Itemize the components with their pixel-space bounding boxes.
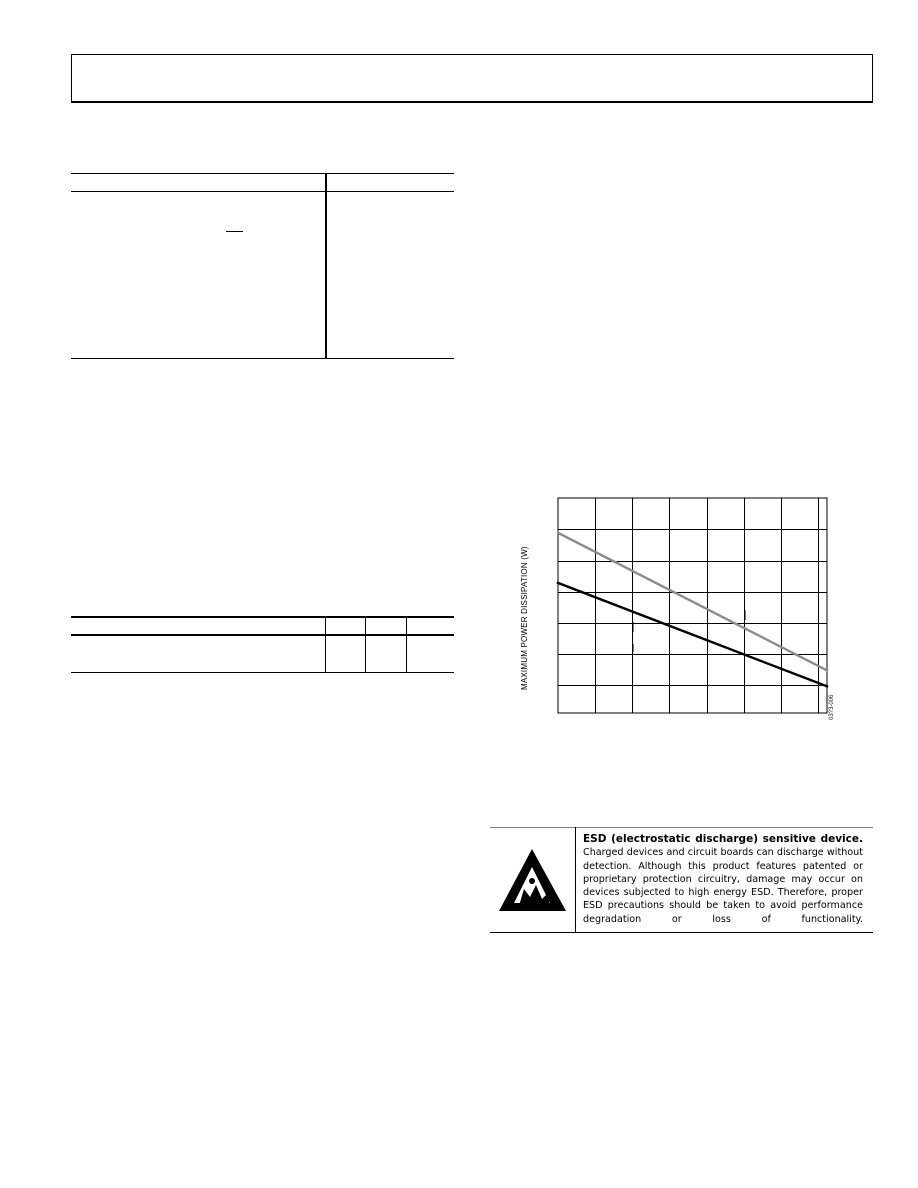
esd-warning-text	[583, 833, 863, 926]
y-axis-label: MAXIMUM POWER DISSIPATION (W)	[520, 546, 529, 690]
table-2-column-divider-1	[325, 616, 326, 673]
table-2-bottom-rule	[71, 672, 454, 673]
esd-warning-icon	[499, 849, 566, 911]
chart-svg	[515, 495, 855, 725]
table-2-column-divider-2	[365, 616, 366, 673]
page-header-box	[71, 54, 873, 103]
plot-frame	[558, 498, 827, 713]
table-1-overbar-mark	[226, 231, 243, 232]
esd-lead: ESD (electrostatic discharge) sensitive device.	[583, 833, 863, 845]
series-line-2	[558, 583, 827, 686]
esd-body: Charged devices and circuit boards can discharge without detection. Although this product features patented or proprietary protection circuitry, damage may occur on devices subjected to high energy ESD. Therefore, proper ESD precautions should be taken to avoid performance degradation or loss of functionality.	[583, 847, 863, 925]
power-dissipation-chart	[515, 495, 855, 725]
table-1-header-rule	[71, 191, 454, 192]
series-line-1	[558, 533, 827, 671]
table-1-bottom-rule	[71, 358, 454, 359]
table-1-top-rule	[71, 173, 454, 174]
figure-id-label: 03?3-006	[829, 694, 835, 720]
table-1-column-divider	[325, 173, 327, 359]
table-2-header-rule	[71, 634, 454, 636]
table-2-column-divider-3	[406, 616, 407, 673]
table-2-top-rule	[71, 616, 454, 618]
